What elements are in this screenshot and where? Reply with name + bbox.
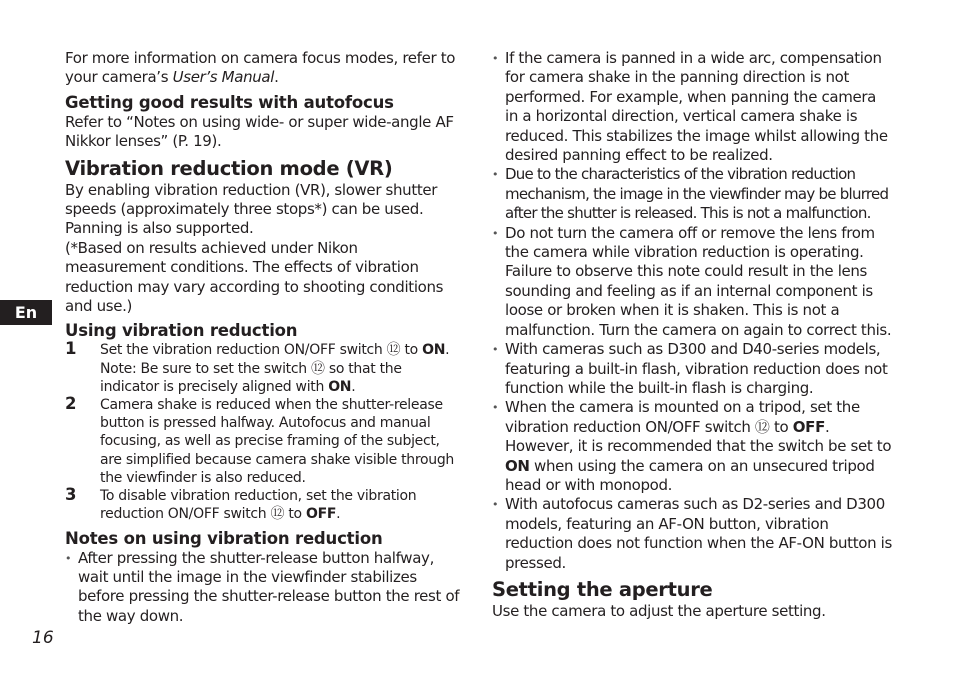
step-2-text: Camera shake is reduced when the shutter-release button is pressed halfway. Autofocus and manual focusing, as well as precise framing of the subject, are simplified because camera shake visible through the viewfinder is also reduced. [100, 397, 454, 486]
step-3-text: To disable vibration reduction, set the vibration reduction ON/OFF switch ⑫ to OFF. [100, 488, 417, 523]
panning-bullet: • If the camera is panned in a wide arc, compensation for camera shake in the panning direction is not performed. For example, when panning the camera in a horizontal direction, vertical camera shake is reduced. This stabilizes the image whilst allowing the desired panning effect to be realized. [492, 49, 892, 165]
left-column [65, 49, 461, 626]
step-1-note: Note: Be sure to set the switch ⑫ so that the indicator is precisely aligned with ON. [100, 360, 402, 395]
step-number: 3 [65, 485, 77, 505]
vr-text: By enabling vibration reduction (VR), slower shutter speeds (approximately three stops*) can be used. Panning is also supported. [65, 180, 438, 238]
aperture-text: Use the camera to adjust the aperture setting. [492, 601, 826, 620]
af-on-bullet: • With autofocus cameras such as D2-series and D300 models, featuring an AF-ON button, vibration reduction does not function when the AF-ON button is pressed. [492, 495, 892, 573]
step-2 [65, 396, 461, 487]
good-results-text: Refer to “Notes on using wide- or super wide-angle AF Nikkor lenses” (P. 19). [65, 112, 454, 151]
step-number: 2 [65, 394, 77, 414]
step-1-text: Set the vibration reduction ON/OFF switch ⑫ to ON. [100, 342, 450, 359]
users-manual-title: User’s Manual [172, 68, 275, 87]
step-3 [65, 487, 461, 523]
notes-bullet: • After pressing the shutter-release button halfway, wait until the image in the viewfinder stabilizes before pressing the shutter-release button the rest of the way down. [65, 549, 461, 627]
vr-heading: Vibration reduction mode (VR) [65, 156, 393, 180]
using-vr-heading: Using vibration reduction [65, 321, 298, 341]
language-tab: En [0, 300, 52, 325]
tripod-bullet: • When the camera is mounted on a tripod, set the vibration reduction ON/OFF switch ⑫ to OFF. However, it is recommended that the switch be set to ON when using the camera on an unsecured tripod head or with monopod. [492, 398, 892, 495]
intro-paragraph: For more information on camera focus modes, refer to your camera’s User’s Manual. [65, 49, 456, 87]
page-number: 16 [32, 628, 54, 648]
built-in-flash-bullet: • With cameras such as D300 and D40-series models, featuring a built-in flash, vibration reduction does not function while the built-in flash is charging. [492, 340, 892, 398]
step-1 [65, 341, 461, 396]
aperture-heading: Setting the aperture [492, 577, 713, 601]
notes-heading: Notes on using vibration reduction [65, 528, 383, 548]
viewfinder-blur-bullet: • Due to the characteristics of the vibration reduction mechanism, the image in the viewfinder may be blurred after the shutter is released. This is not a malfunction. [492, 165, 892, 223]
right-column [492, 49, 892, 621]
step-number: 1 [65, 339, 77, 359]
vr-note: (*Based on results achieved under Nikon measurement conditions. The effects of vibration reduction may vary according to shooting conditions and use.) [65, 238, 444, 316]
power-off-bullet: • Do not turn the camera off or remove the lens from the camera while vibration reduction is operating. Failure to observe this note could result in the lens sounding and feeling as if an internal component is loose or broken when it is shaken. This is not a malfunction. Turn the camera on again to correct this. [492, 224, 892, 340]
good-results-heading: Getting good results with autofocus [65, 92, 394, 112]
